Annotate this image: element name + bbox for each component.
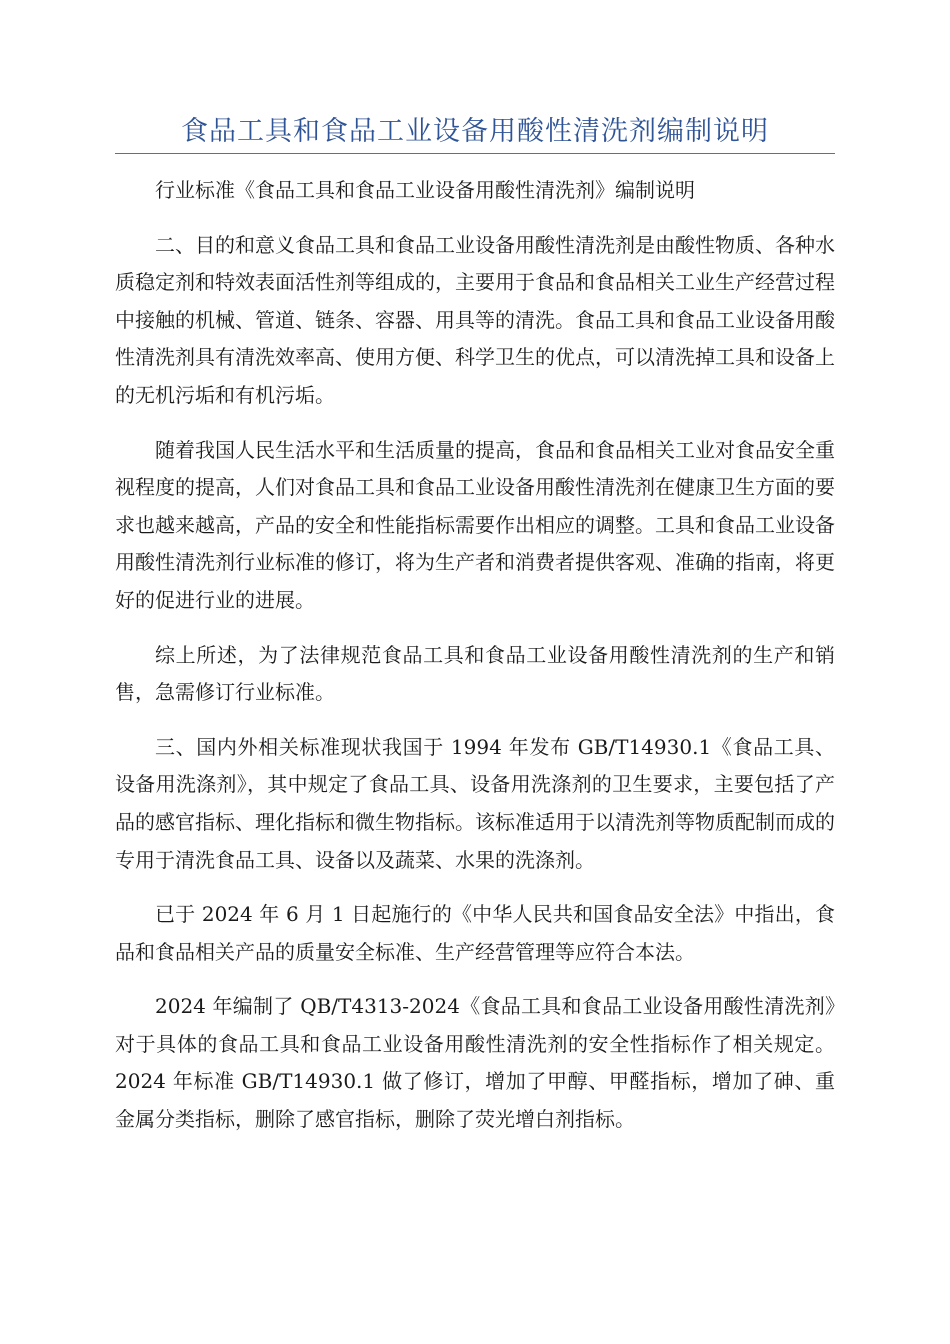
paragraph-standards-status: 三、国内外相关标准现状我国于 1994 年发布 GB/T14930.1《食品工具、设备用洗涤剂》，其中规定了食品工具、设备用洗涤剂的卫生要求，主要包括了产品的感官指标、理化指标和微生物指标。该标准适用于以清洗剂等物质配制而成的专用于清洗食品工具、设备以及蔬菜、水果的洗涤剂。 — [115, 734, 835, 872]
paragraph-food-safety-law: 已于 2024 年 6 月 1 日起施行的《中华人民共和国食品安全法》中指出，食品和食品相关产品的质量安全标准、生产经营管理等应符合本法。 — [115, 902, 835, 964]
paragraph-revision: 2024 年编制了 QB/T4313-2024《食品工具和食品工业设备用酸性清洗剂》对于具体的食品工具和食品工业设备用酸性清洗剂的安全性指标作了相关规定。2024 年标准 GB/T14930.1 做了修订，增加了甲醇、甲醛指标，增加了砷、重金属分类指标，删除了感官指标，删除了荧光增白剂指标。 — [115, 994, 835, 1132]
paragraph-purpose: 二、目的和意义食品工具和食品工业设备用酸性清洗剂是由酸性物质、各种水质稳定剂和特效表面活性剂等组成的，主要用于食品和食品相关工业生产经营过程中接触的机械、管道、链条、容器、用具等的清洗。食品工具和食品工业设备用酸性清洗剂具有清洗效率高、使用方便、科学卫生的优点，可以清洗掉工具和设备上的无机污垢和有机污垢。 — [115, 232, 835, 407]
document-title: 食品工具和食品工业设备用酸性清洗剂编制说明 — [181, 116, 769, 147]
paragraph-summary: 综上所述，为了法律规范食品工具和食品工业设备用酸性清洗剂的生产和销售，急需修订行业标准。 — [115, 642, 835, 705]
document-body — [115, 172, 835, 1156]
title-underline — [115, 153, 835, 154]
paragraph-intro: 行业标准《食品工具和食品工业设备用酸性清洗剂》编制说明 — [155, 178, 695, 202]
paragraph-background: 随着我国人民生活水平和生活质量的提高，食品和食品相关工业对食品安全重视程度的提高，人们对食品工具和食品工业设备用酸性清洗剂在健康卫生方面的要求也越来越高，产品的安全和性能指标需要作出相应的调整。工具和食品工业设备用酸性清洗剂行业标准的修订，将为生产者和消费者提供客观、准确的指南，将更好的促进行业的进展。 — [115, 437, 835, 612]
